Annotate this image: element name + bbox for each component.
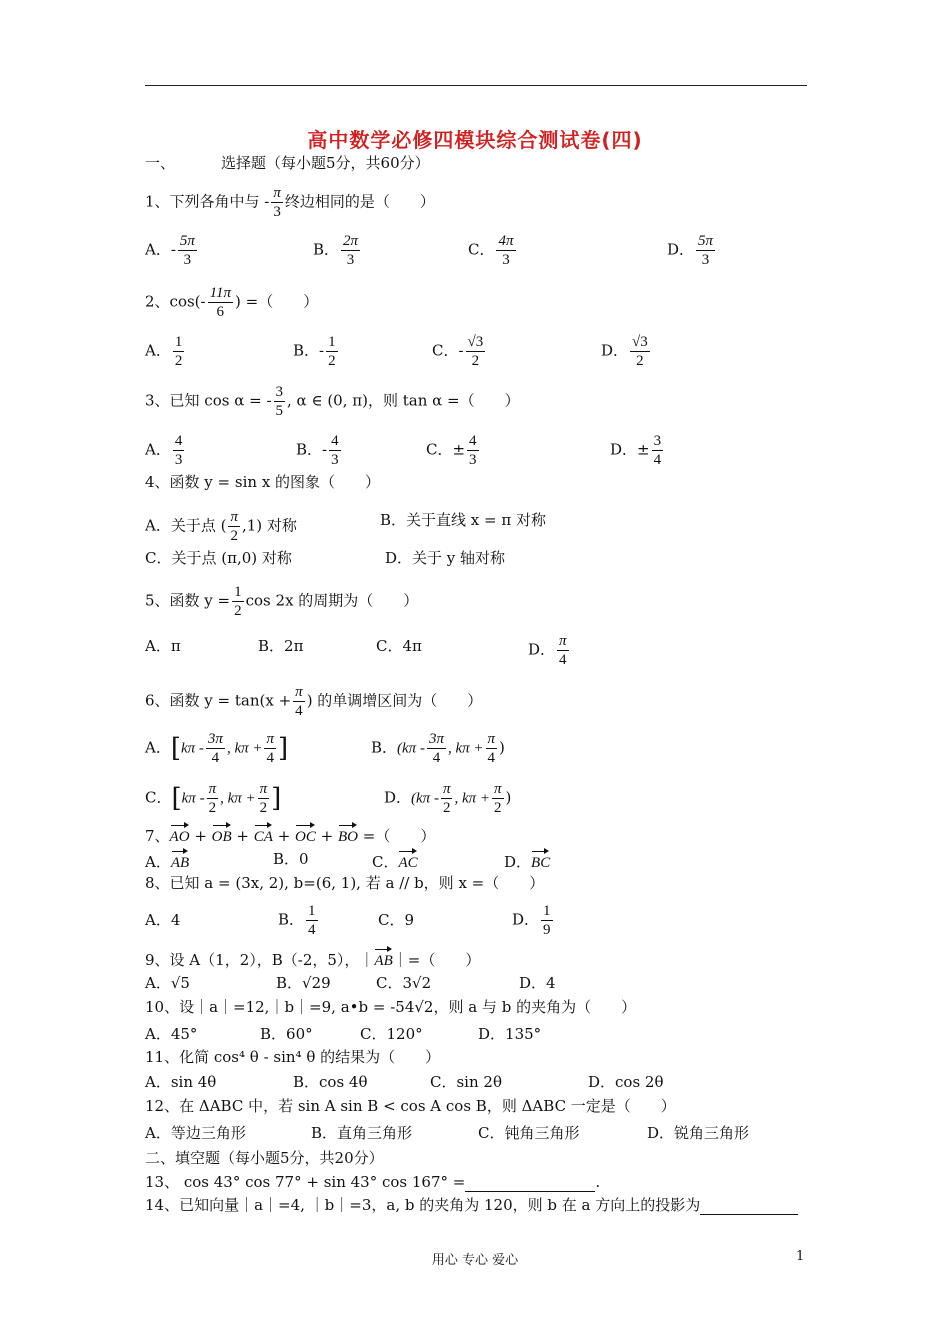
question-5: 5、函数 y = $\frac{1}{2}$ cos 2x 的周期为（ ） (145, 584, 419, 619)
q4-option-b[interactable]: B．关于直线 x = π 对称 (380, 511, 546, 529)
q8-option-d[interactable]: D． $\frac{1}{9}$ (512, 903, 551, 938)
q5-option-a[interactable]: A．π (145, 637, 181, 655)
question-6: 6、函数 y = tan(x + $\frac{\pi}{4}$ ) 的单调增区间为（ ） (145, 684, 483, 719)
q5-option-d[interactable]: D． $\frac{\pi}{4}$ (528, 633, 567, 668)
q9-option-d[interactable]: D．4 (519, 974, 556, 992)
question-13: 13、 cos 43° cos 77° + sin 43° cos 167° = . (145, 1173, 601, 1191)
section-2-heading: 二、填空题（每小题5分，共20分） (145, 1149, 384, 1167)
q1-option-a[interactable]: A．- $\frac{5\pi}{3}$ (145, 233, 195, 268)
q2-option-d[interactable]: D． $\frac{√3}{2}$ (601, 334, 648, 369)
q12-option-b[interactable]: B．直角三角形 (311, 1124, 413, 1142)
q3-option-a[interactable]: A． $\frac{4}{3}$ (145, 433, 183, 468)
q7-option-b[interactable]: B．0 (273, 850, 309, 868)
q1-option-c[interactable]: C． $\frac{4\pi}{3}$ (468, 233, 514, 268)
q10-option-b[interactable]: B．60° (260, 1025, 313, 1043)
q2-option-c[interactable]: C．- $\frac{√3}{2}$ (432, 334, 484, 369)
q3-option-b[interactable]: B．- $\frac{4}{3}$ (296, 433, 339, 468)
question-11: 11、化简 cos⁴ θ - sin⁴ θ 的结果为（ ） (145, 1048, 441, 1066)
question-7: 7、AO + OB + CA + OC + BO =（ ） (145, 823, 435, 847)
q12-option-a[interactable]: A．等边三角形 (145, 1124, 246, 1142)
q7-option-c[interactable]: C．AC (372, 849, 418, 873)
q9-option-b[interactable]: B．√29 (276, 974, 331, 992)
q11-option-d[interactable]: D．cos 2θ (588, 1073, 664, 1091)
q8-option-b[interactable]: B． $\frac{1}{4}$ (278, 903, 316, 938)
q10-option-d[interactable]: D．135° (478, 1025, 542, 1043)
q12-option-c[interactable]: C．钝角三角形 (478, 1124, 580, 1142)
q12-option-d[interactable]: D．锐角三角形 (647, 1124, 750, 1142)
section-1-heading: 一、 选择题（每小题5分，共60分） (145, 154, 430, 172)
q11-option-b[interactable]: B．cos 4θ (293, 1073, 368, 1091)
q6-option-c[interactable]: C．[kπ - $\frac{\pi}{2}$ , kπ + $\frac{\pi}{2}$ ] (145, 781, 282, 816)
q5-option-b[interactable]: B．2π (258, 637, 304, 655)
question-10: 10、设｜a｜=12,｜b｜=9, a•b = -54√2，则 a 与 b 的夹角为（ ） (145, 998, 637, 1016)
q11-option-c[interactable]: C．sin 2θ (430, 1073, 502, 1091)
question-8: 8、已知 a = (3x, 2), b=(6, 1), 若 a // b，则 x =（ ） (145, 874, 545, 892)
q2-option-b[interactable]: B．- $\frac{1}{2}$ (293, 334, 336, 369)
q11-option-a[interactable]: A．sin 4θ (145, 1073, 217, 1091)
q2-option-a[interactable]: A． $\frac{1}{2}$ (145, 334, 183, 369)
q9-option-a[interactable]: A．√5 (145, 974, 190, 992)
q8-option-a[interactable]: A．4 (145, 911, 181, 929)
q5-option-c[interactable]: C．4π (376, 637, 422, 655)
page-number: 1 (796, 1249, 805, 1264)
answer-blank-14[interactable] (700, 1214, 798, 1215)
answer-blank-13[interactable] (465, 1191, 595, 1192)
q6-option-d[interactable]: D．(kπ - $\frac{\pi}{2}$ , kπ + $\frac{\pi}{2}$ ) (384, 781, 512, 816)
q4-option-c[interactable]: C．关于点 (π,0) 对称 (145, 549, 292, 567)
question-4: 4、函数 y = sin x 的图象（ ） (145, 473, 381, 491)
header-rule (145, 85, 807, 86)
q6-option-a[interactable]: A．[kπ - $\frac{3\pi}{4}$ , kπ + $\frac{\pi}{4}$ ] (145, 731, 289, 766)
question-1: 1、下列各角中与 - $\frac{\pi}{3}$ 终边相同的是（ ） (145, 185, 435, 220)
q3-option-c[interactable]: C．± $\frac{4}{3}$ (426, 433, 477, 468)
q9-option-c[interactable]: C．3√2 (376, 974, 432, 992)
q6-option-b[interactable]: B．(kπ - $\frac{3\pi}{4}$ , kπ + $\frac{\pi}{4}$ ) (371, 731, 505, 766)
q8-option-c[interactable]: C．9 (378, 911, 415, 929)
q4-option-a[interactable]: A．关于点 ( $\frac{\pi}{2}$ ,1) 对称 (145, 509, 297, 544)
q7-option-d[interactable]: D．BC (504, 849, 550, 873)
q7-option-a[interactable]: A．AB (145, 849, 189, 873)
question-2: 2、cos(- $\frac{11\pi}{6}$ ) =（ ） (145, 285, 319, 320)
q10-option-a[interactable]: A．45° (145, 1025, 198, 1043)
page-title: 高中数学必修四模块综合测试卷(四) (307, 128, 643, 152)
page-footer: 用心 专心 爱心 (431, 1253, 519, 1268)
q3-option-d[interactable]: D．± $\frac{3}{4}$ (610, 433, 662, 468)
q1-option-b[interactable]: B． $\frac{2\pi}{3}$ (313, 233, 359, 268)
question-12: 12、在 ΔABC 中，若 sin A sin B < cos A cos B，则 ΔABC 一定是（ ） (145, 1097, 676, 1115)
q4-option-d[interactable]: D．关于 y 轴对称 (385, 549, 506, 567)
q1-option-d[interactable]: D． $\frac{5\pi}{3}$ (667, 233, 714, 268)
question-9: 9、设 A（1，2），B（-2，5），｜AB｜=（ ） (145, 947, 480, 971)
q10-option-c[interactable]: C．120° (360, 1025, 423, 1043)
question-14: 14、已知向量｜a｜=4, ｜b｜=3，a, b 的夹角为 120，则 b 在 a 方向上的投影为 (145, 1195, 798, 1215)
question-3: 3、已知 cos α = - $\frac{3}{5}$ , α ∈ (0, π)，则 tan α =（ ） (145, 384, 520, 419)
